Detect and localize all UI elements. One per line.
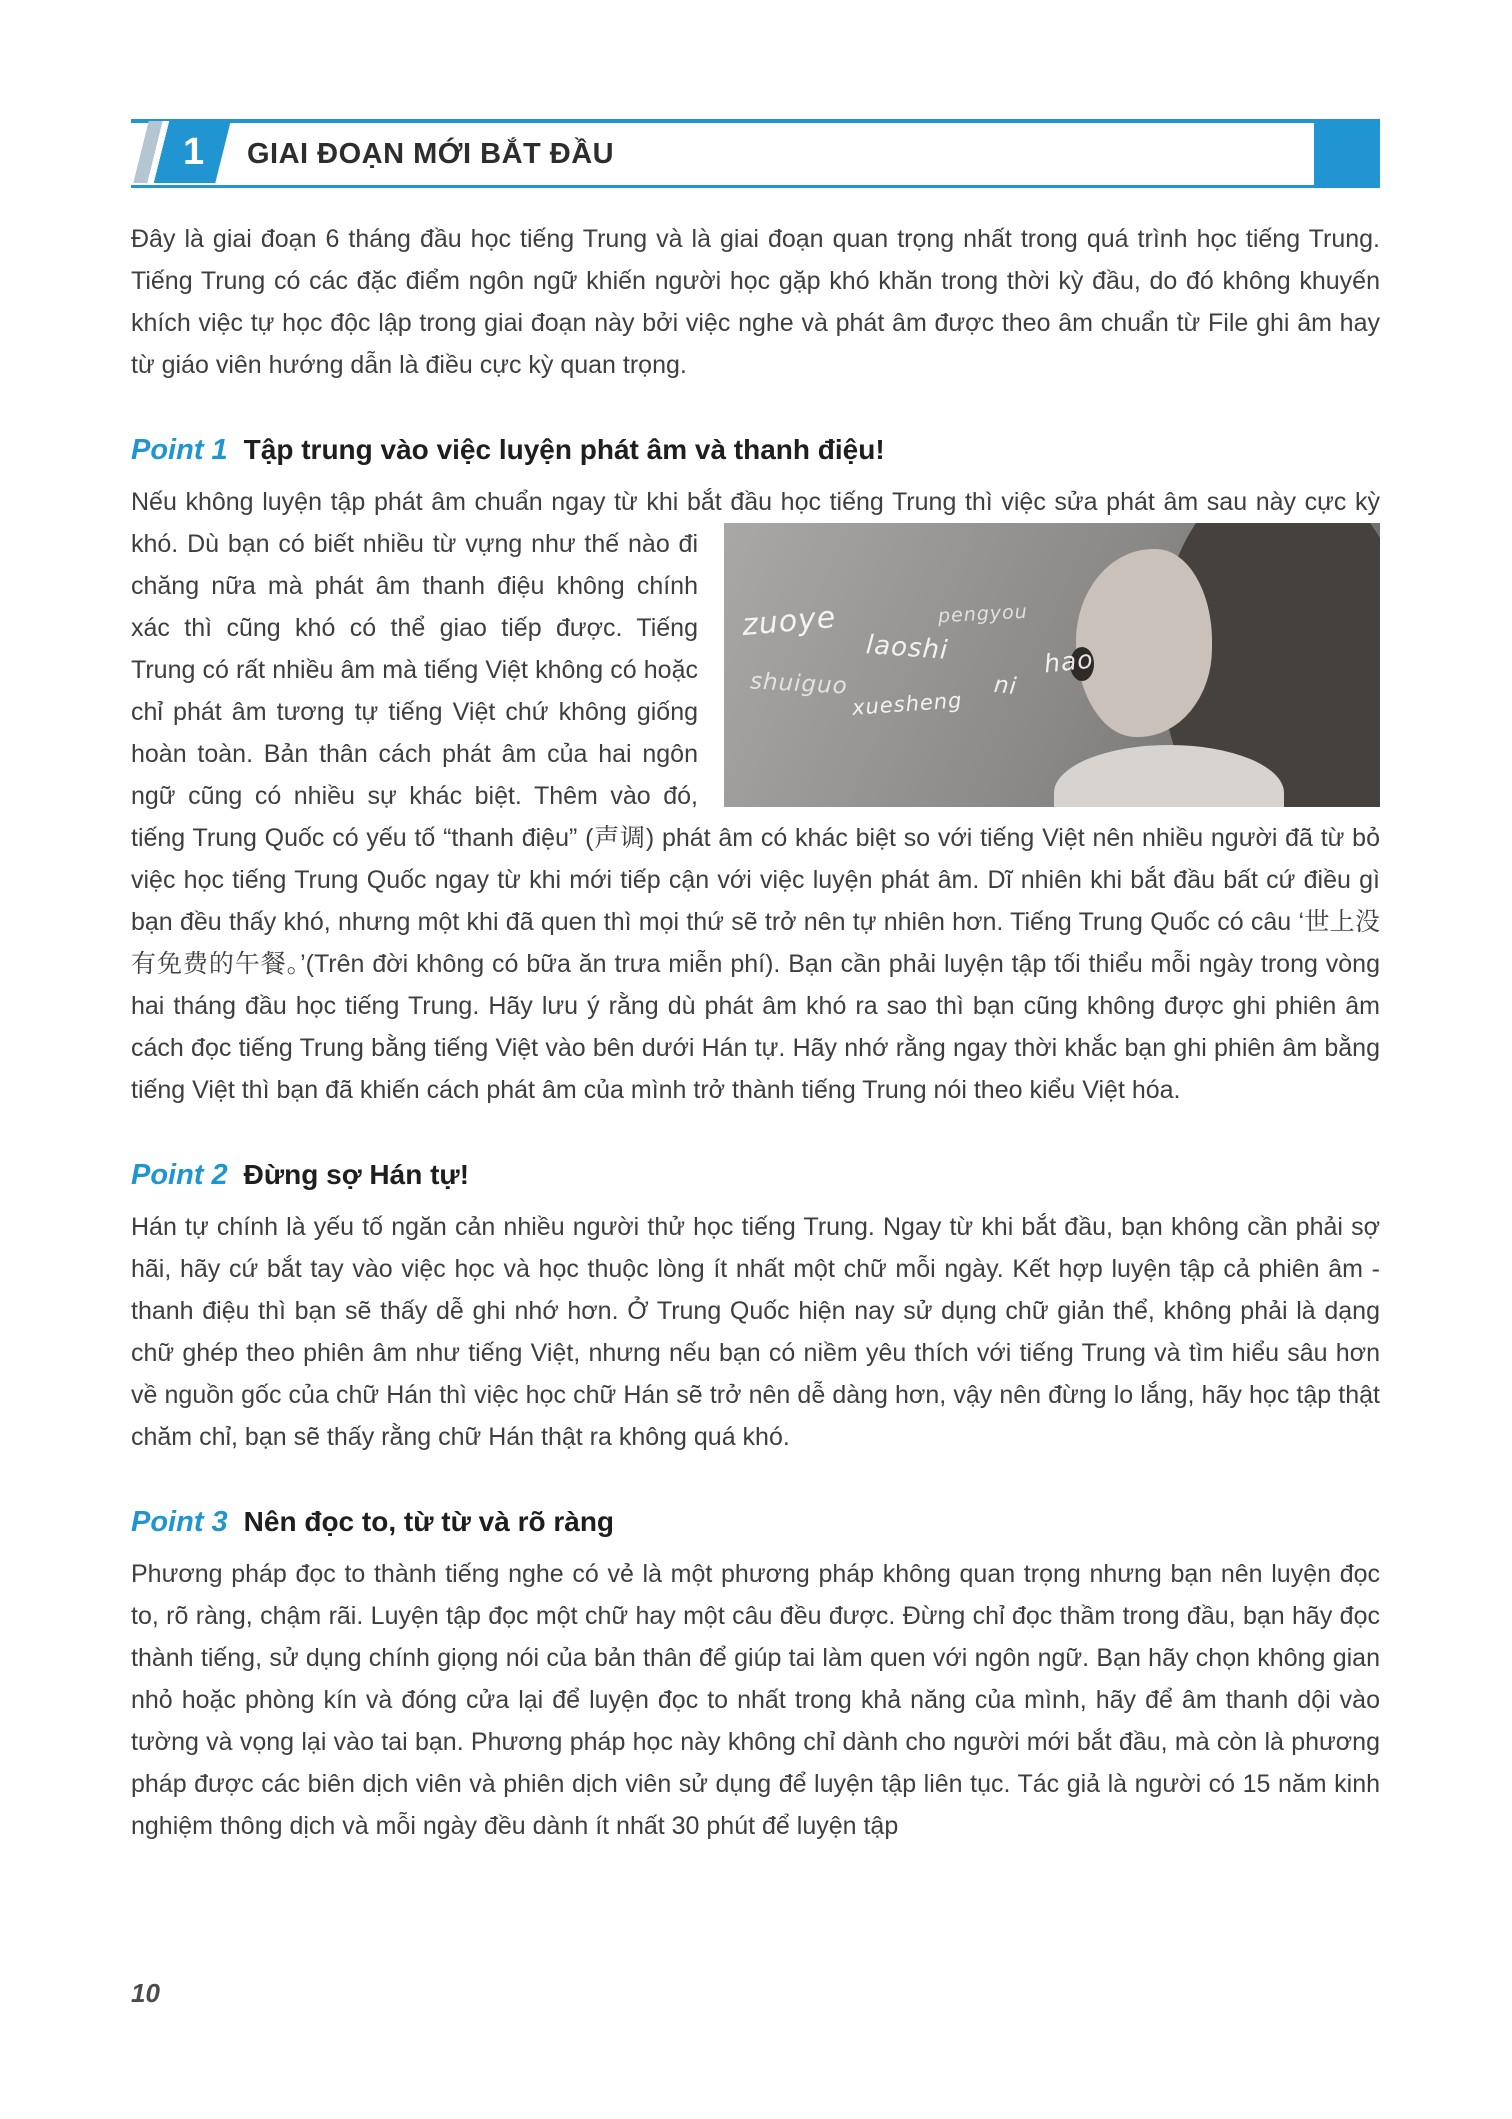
photo-word: laoshi: [865, 630, 950, 666]
photo-word: zuoye: [740, 599, 838, 644]
photo-word: shuiguo: [749, 668, 849, 700]
section-3-title: Nên đọc to, từ từ và rõ ràng: [243, 1506, 615, 1537]
section-point-2: [131, 1159, 1380, 1458]
photo-word: hao: [1042, 644, 1095, 679]
section-1-body: [131, 481, 1380, 1111]
photo-word: pengyou: [937, 600, 1029, 628]
book-page: [131, 0, 1380, 1847]
section-2-body: [131, 1206, 1380, 1458]
section-2-body-text: Hán tự chính là yếu tố ngăn cản nhiều người thử học tiếng Trung. Ngay từ khi bắt đầu, bạn không cần phải sợ hãi, hãy cứ bắt tay vào việc học và học thuộc lòng ít nhất một chữ mỗi ngày. Kết hợp luyện tập cả phiên âm - thanh điệu thì bạn sẽ thấy dễ ghi nhớ hơn. Ở Trung Quốc hiện nay sử dụng chữ giản thể, không phải là dạng chữ ghép theo phiên âm như tiếng Việt, nhưng nếu bạn có niềm yêu thích với tiếng Trung và tìm hiểu sâu hơn về nguồn gốc của chữ Hán thì việc học chữ Hán sẽ trở nên dễ dàng hơn, vậy nên đừng lo lắng, hãy học tập thật chăm chỉ, bạn sẽ thấy rằng chữ Hán thật ra không quá khó.: [131, 1213, 1380, 1451]
page-number: 10: [131, 1978, 160, 2008]
section-1-body-text: Nếu không luyện tập phát âm chuẩn ngay từ khi bắt đầu học tiếng Trung thì việc sửa phát âm sau này cực kỳ khó. Dù bạn có biết nhiều từ vựng như thế nào đi chăng nữa mà phát âm thanh điệu không chính xác thì cũng khó có thể giao tiếp được. Tiếng Trung có rất nhiều âm mà tiếng Việt không có hoặc chỉ phát âm tương tự tiếng Việt chứ không giống hoàn toàn. Bản thân cách phát âm của hai ngôn ngữ cũng có nhiều sự khác biệt. Thêm vào đó, tiếng Trung Quốc có yếu tố “thanh điệu” (声调) phát âm có khác biệt so với tiếng Việt nên nhiều người đã từ bỏ việc học tiếng Trung Quốc ngay từ khi mới tiếp cận với việc luyện phát âm. Dĩ nhiên khi bắt đầu bất cứ điều gì bạn đều thấy khó, nhưng một khi đã quen thì mọi thứ sẽ trở nên tự nhiên hơn. Tiếng Trung Quốc có câu ‘世上没有免费的午餐。’(Trên đời không có bữa ăn trưa miễn phí). Bạn cần phải luyện tập tối thiểu mỗi ngày trong vòng hai tháng đầu học tiếng Trung. Hãy lưu ý rằng dù phát âm khó ra sao thì bạn cũng không được ghi phiên âm cách đọc tiếng Trung bằng tiếng Việt vào bên dưới Hán tự. Hãy nhớ rằng ngay thời khắc bạn ghi phiên âm bằng tiếng Việt thì bạn đã khiến cách phát âm của mình trở thành tiếng Trung nói theo kiểu Việt hóa.: [131, 488, 1380, 1104]
chapter-number: 1: [183, 131, 205, 173]
pronunciation-photo: [724, 523, 1380, 807]
section-3-body-text: Phương pháp đọc to thành tiếng nghe có vẻ là một phương pháp không quan trọng nhưng bạn nên luyện đọc to, rõ ràng, chậm rãi. Luyện tập đọc một chữ hay một câu đều được. Đừng chỉ đọc thầm trong đầu, bạn hãy đọc thành tiếng, sử dụng chính giọng nói của bản thân để giúp tai làm quen với ngôn ngữ. Bạn hãy chọn không gian nhỏ hoặc phòng kín và đóng cửa lại để luyện đọc to nhất trong khả năng của mình, hãy để âm thanh dội vào tường và vọng lại vào tai bạn. Phương pháp học này không chỉ dành cho người mới bắt đầu, mà còn là phương pháp được các biên dịch viên và phiên dịch viên sử dụng để luyện tập liên tục. Tác giả là người có 15 năm kinh nghiệm thông dịch và mỗi ngày đều dành ít nhất 30 phút để luyện tập: [131, 1560, 1380, 1840]
intro-paragraph: Đây là giai đoạn 6 tháng đầu học tiếng Trung và là giai đoạn quan trọng nhất trong quá trình học tiếng Trung. Tiếng Trung có các đặc điểm ngôn ngữ khiến người học gặp khó khăn trong thời kỳ đầu, do đó không khuyến khích việc tự học độc lập trong giai đoạn này bởi việc nghe và phát âm được theo âm chuẩn từ File ghi âm hay từ giáo viên hướng dẫn là điều cực kỳ quan trọng.: [131, 225, 1380, 379]
section-1-title: Tập trung vào việc luyện phát âm và thanh điệu!: [243, 434, 885, 465]
photo-word: ni: [992, 671, 1019, 701]
photo-word: xuesheng: [851, 688, 964, 720]
point-3-label: Point 3: [131, 1506, 228, 1538]
chapter-title: GIAI ĐOẠN MỚI BẮT ĐẦU: [247, 137, 615, 170]
point-1-label: Point 1: [131, 434, 228, 466]
section-point-3: [131, 1506, 1380, 1847]
section-point-1: [131, 434, 1380, 1111]
point-2-label: Point 2: [131, 1159, 228, 1191]
woman-face-shape: [1076, 549, 1212, 737]
chapter-number-badge: [133, 121, 230, 183]
chapter-header: [131, 119, 1380, 188]
section-2-title: Đừng sợ Hán tự!: [243, 1159, 470, 1190]
section-heading-3: [131, 1506, 1380, 1539]
section-3-body: [131, 1553, 1380, 1847]
section-heading-2: [131, 1159, 1380, 1192]
header-accent-block: [1314, 121, 1380, 185]
section-heading-1: [131, 434, 1380, 467]
